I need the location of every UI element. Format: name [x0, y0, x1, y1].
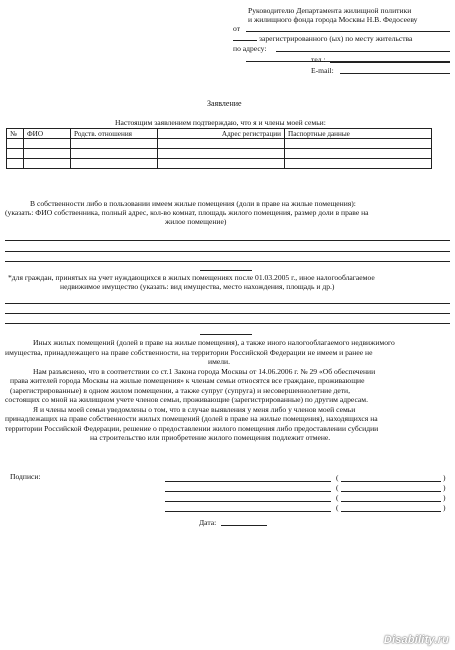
signature-line[interactable] — [165, 481, 331, 482]
col-passport: Паспортные данные — [285, 129, 432, 139]
declaration-line-2: имущества, принадлежащего на праве собственности, на территории Российской Федерации не имеем и ранее не — [5, 348, 373, 357]
date-label: Дата: — [199, 518, 217, 527]
email-label: E-mail: — [311, 66, 334, 75]
table-header-row — [7, 129, 432, 139]
ownership-field-end[interactable] — [200, 270, 252, 271]
address-label: по адресу: — [233, 44, 267, 53]
col-relation: Родств. отношения — [71, 129, 158, 139]
table-row[interactable] — [7, 159, 432, 169]
col-number: № — [7, 129, 24, 139]
name-line[interactable] — [341, 491, 441, 492]
table-row[interactable] — [7, 149, 432, 159]
signature-line[interactable] — [165, 501, 331, 502]
explanation-line-4: состоящих со мной на жилищном учете членов семьи, проживающие (зарегистрированные) по другим адресам. — [5, 395, 368, 404]
date-field[interactable] — [221, 525, 267, 526]
paren-close: ) — [443, 503, 446, 512]
paren-open: ( — [336, 503, 339, 512]
nonresidential-field-3[interactable] — [5, 323, 450, 324]
explanation-line-1: Нам разъяснено, что в соответствии со ст.1 Закона города Москвы от 14.06.2006 г. № 29 «Об обеспечении — [33, 367, 376, 376]
email-field[interactable] — [340, 73, 450, 74]
from-name-field[interactable] — [246, 31, 450, 32]
watermark-logo: Disability.ru — [383, 634, 449, 646]
addressee-line-1: Руководителю Департамента жилищной политики — [248, 6, 412, 15]
paren-close: ) — [443, 473, 446, 482]
explanation-line-3: (зарегистрированные) в одном жилом помещении, а также супруг (супруга) и несовершеннолетние дети, — [10, 386, 351, 395]
paren-open: ( — [336, 493, 339, 502]
col-fio: ФИО — [24, 129, 71, 139]
paren-close: ) — [443, 483, 446, 492]
warning-line-4: на строительство или приобретение жилого помещения подлежит отмене. — [90, 433, 331, 442]
col-address: Адрес регистрации — [158, 129, 285, 139]
ownership-field-2[interactable] — [5, 251, 450, 252]
ownership-line-3: жилое помещение) — [165, 217, 227, 226]
paren-close: ) — [443, 493, 446, 502]
addressee-line-2: и жилищного фонда города Москвы Н.В. Федосееву — [248, 15, 418, 24]
ownership-field-3[interactable] — [5, 261, 450, 262]
from-label: от — [233, 24, 241, 33]
nonresidential-line-1: *для граждан, принятых на учет нуждающихся в жилых помещениях после 01.03.2005 г., иное налогооблагаемое — [8, 273, 375, 282]
family-members-table — [6, 128, 432, 169]
signature-line[interactable] — [165, 511, 331, 512]
name-line[interactable] — [341, 481, 441, 482]
signatures-label: Подписи: — [10, 472, 41, 481]
paren-open: ( — [336, 483, 339, 492]
paren-open: ( — [336, 473, 339, 482]
nonresidential-line-2: недвижимое имущество (указать: вид имущества, место нахождения, площадь и др.) — [60, 282, 335, 291]
ownership-line-1: В собственности либо в пользовании имеем жилые помещения (доли в праве на жилые помещения): — [30, 199, 356, 208]
phone-label: тел.: — [311, 55, 326, 64]
declaration-line-1: Иных жилых помещений (долей в праве на жилые помещения), а также иного налогооблагаемого недвижимого — [33, 338, 395, 347]
explanation-line-2: права жителей города Москвы на жилые помещения» к членам семьи относятся все граждане, проживающие — [10, 376, 365, 385]
warning-line-3: территории Российской Федерации, решение о предоставлении жилого помещения либо предоставлении субсидии — [5, 424, 379, 433]
ownership-line-2: (указать: ФИО собственника, полный адрес, кол-во комнат, площадь жилого помещения, размер доли в праве на — [5, 208, 369, 217]
warning-line-1: Я и члены моей семьи уведомлены о том, что в случае выявления у меня либо у членов моей семьи — [33, 405, 356, 414]
declaration-line-3: имели. — [208, 357, 230, 366]
intro-text: Настоящим заявлением подтверждаю, что я и члены моей семьи: — [115, 118, 326, 127]
phone-field[interactable] — [330, 62, 450, 63]
warning-line-2: принадлежащих на праве собственности жилых помещений (долей в праве на жилые помещения), находящихся на — [5, 414, 378, 423]
name-line[interactable] — [341, 511, 441, 512]
nonresidential-field-2[interactable] — [5, 313, 450, 314]
registered-label: зарегистрированного (ых) по месту жительства — [259, 34, 413, 43]
table-row[interactable] — [7, 139, 432, 149]
document-title: Заявление — [207, 99, 242, 108]
address-field[interactable] — [276, 51, 450, 52]
signature-line[interactable] — [165, 491, 331, 492]
ownership-field-1[interactable] — [5, 240, 450, 241]
nonresidential-field-end[interactable] — [200, 334, 252, 335]
registered-field[interactable] — [233, 40, 257, 41]
name-line[interactable] — [341, 501, 441, 502]
nonresidential-field-1[interactable] — [5, 303, 450, 304]
